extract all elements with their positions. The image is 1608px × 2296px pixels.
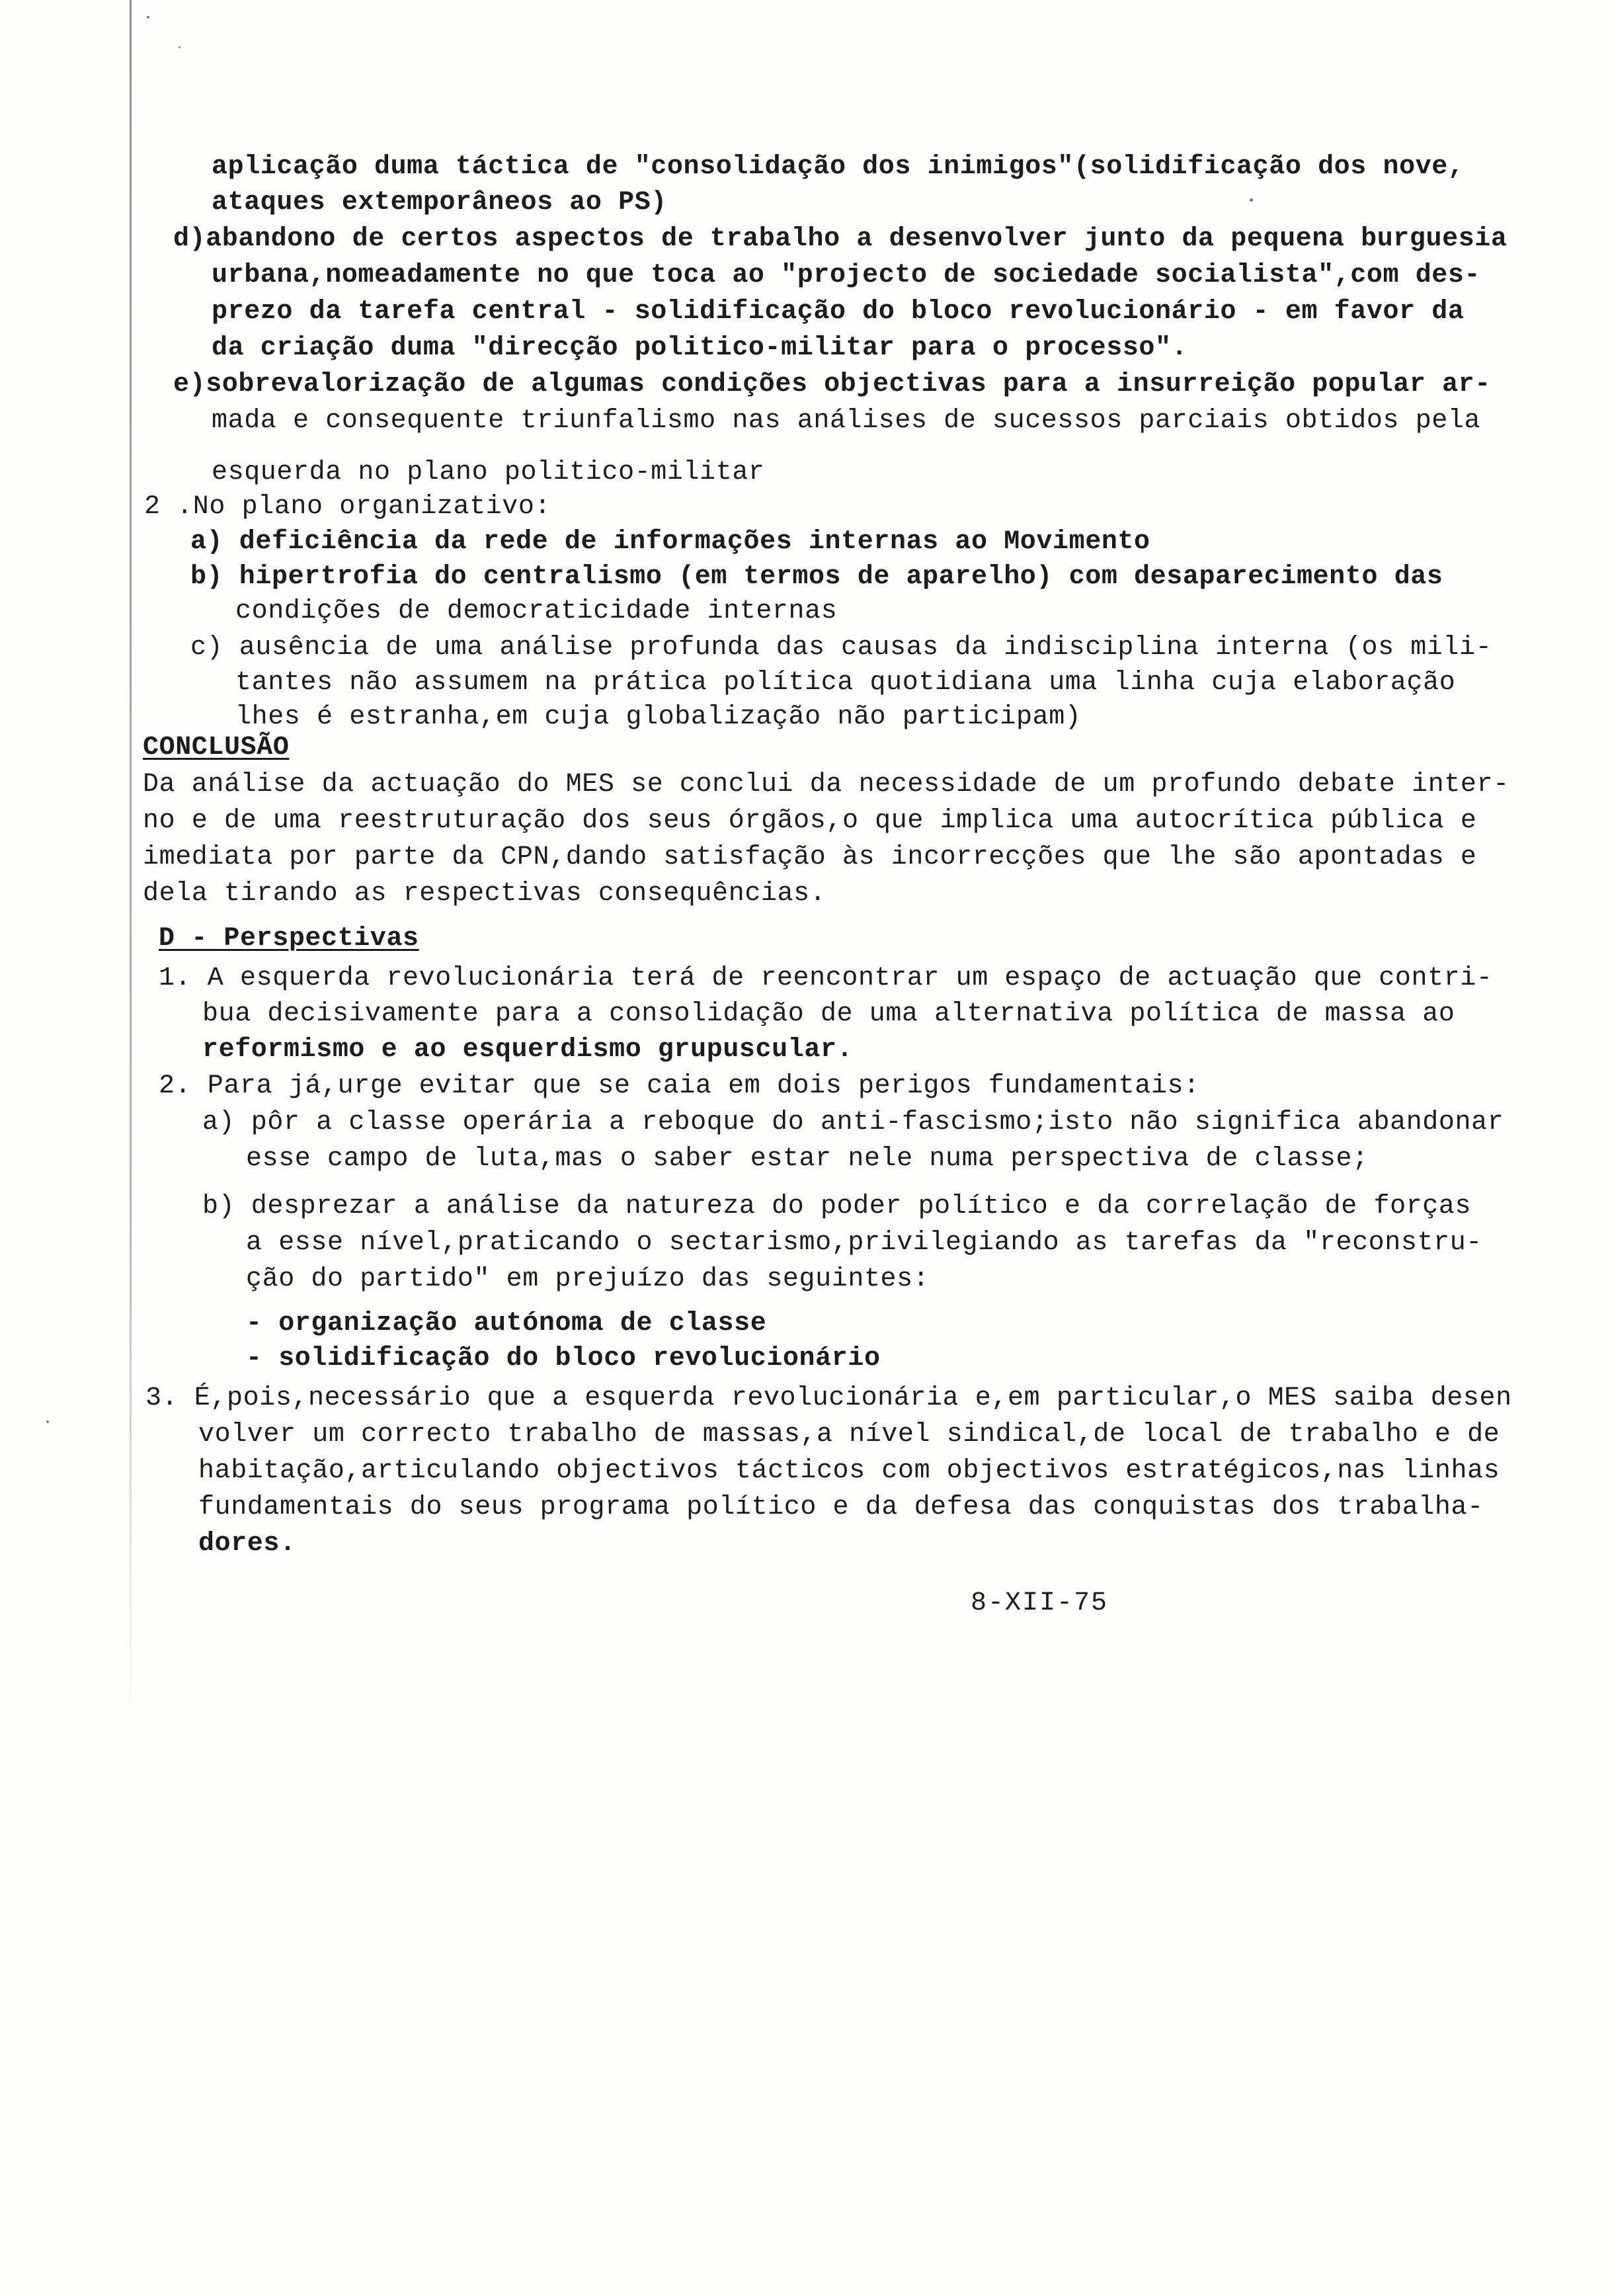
doc-line: ção do partido" em prejuízo das seguintes:: [246, 1264, 930, 1294]
scan-speck: [147, 16, 149, 19]
doc-line: 2. Para já,urge evitar que se caia em dois perigos fundamentais:: [159, 1071, 1200, 1101]
doc-line: a) deficiência da rede de informações internas ao Movimento: [190, 527, 1150, 557]
scan-speck: [1250, 198, 1253, 202]
margin-rule: [130, 0, 132, 1719]
doc-line: volver um correcto trabalho de massas,a nível sindical,de local de trabalho e de: [198, 1420, 1500, 1450]
doc-line: ataques extemporâneos ao PS): [212, 188, 667, 218]
doc-line: - organização autónoma de classe: [246, 1309, 767, 1338]
doc-line: imediata por parte da CPN,dando satisfação às incorrecções que lhe são apontadas e: [143, 842, 1477, 872]
doc-line: d)abandono de certos aspectos de trabalho a desenvolver junto da pequena burguesia: [173, 224, 1508, 254]
doc-line: dores.: [198, 1529, 296, 1559]
doc-line: a esse nível,praticando o sectarismo,privilegiando as tarefas da "reconstru-: [246, 1228, 1482, 1258]
doc-line: prezo da tarefa central - solidificação do bloco revolucionário - em favor da: [212, 297, 1465, 327]
doc-line: e)sobrevalorização de algumas condições objectivas para a insurreição popular ar-: [173, 370, 1491, 399]
doc-line: aplicação duma táctica de "consolidação dos inimigos"(solidificação dos nove,: [212, 152, 1465, 182]
doc-line: esquerda no plano politico-militar: [212, 458, 765, 487]
doc-line: a) pôr a classe operária a reboque do anti-fascismo;isto não significa abandonar: [202, 1108, 1504, 1137]
doc-line: 3. É,pois,necessário que a esquerda revolucionária e,em particular,o MES saiba desen: [145, 1383, 1512, 1413]
doc-line: b) desprezar a análise da natureza do poder político e da correlação de forças: [202, 1192, 1472, 1221]
doc-line: lhes é estranha,em cuja globalização não participam): [235, 702, 1082, 732]
section-heading-perspectivas: D - Perspectivas: [159, 924, 419, 954]
doc-line: tantes não assumem na prática política quotidiana uma linha cuja elaboração: [235, 668, 1456, 698]
doc-line: dela tirando as respectivas consequências.: [143, 879, 826, 909]
section-heading-conclusao: CONCLUSÃO: [143, 733, 290, 762]
doc-line: da criação duma "direcção politico-militar para o processo".: [212, 333, 1188, 363]
doc-line: urbana,nomeadamente no que toca ao "projecto de sociedade socialista",com des-: [212, 261, 1481, 290]
doc-line: Da análise da actuação do MES se conclui da necessidade de um profundo debate inter-: [143, 770, 1509, 800]
document-date: 8-XII-75: [971, 1588, 1109, 1618]
doc-line: fundamentais do seus programa político e da defesa das conquistas dos trabalha-: [198, 1493, 1484, 1522]
scan-speck: [179, 46, 181, 48]
doc-line: no e de uma reestruturação dos seus órgãos,o que implica uma autocrítica pública e: [143, 806, 1477, 836]
doc-line: mada e consequente triunfalismo nas análises de sucessos parciais obtidos pela: [212, 406, 1481, 436]
doc-line: c) ausência de uma análise profunda das causas da indisciplina interna (os mili-: [190, 633, 1492, 663]
doc-line: habitação,articulando objectivos tácticos com objectivos estratégicos,nas linhas: [198, 1456, 1500, 1486]
doc-line: reformismo e ao esquerdismo grupuscular.: [202, 1035, 854, 1065]
doc-line: bua decisivamente para a consolidação de uma alternativa política de massa ao: [202, 999, 1455, 1029]
doc-line: condições de democraticidade internas: [235, 596, 838, 626]
scan-speck: [46, 1420, 49, 1423]
doc-line: esse campo de luta,mas o saber estar nele numa perspectiva de classe;: [246, 1144, 1369, 1174]
doc-line: 1. A esquerda revolucionária terá de reencontrar um espaço de actuação que contri-: [159, 964, 1493, 993]
doc-line: b) hipertrofia do centralismo (em termos de aparelho) com desaparecimento das: [190, 562, 1443, 592]
doc-line: 2 .No plano organizativo:: [144, 492, 551, 522]
doc-line: - solidificação do bloco revolucionário: [246, 1344, 881, 1374]
